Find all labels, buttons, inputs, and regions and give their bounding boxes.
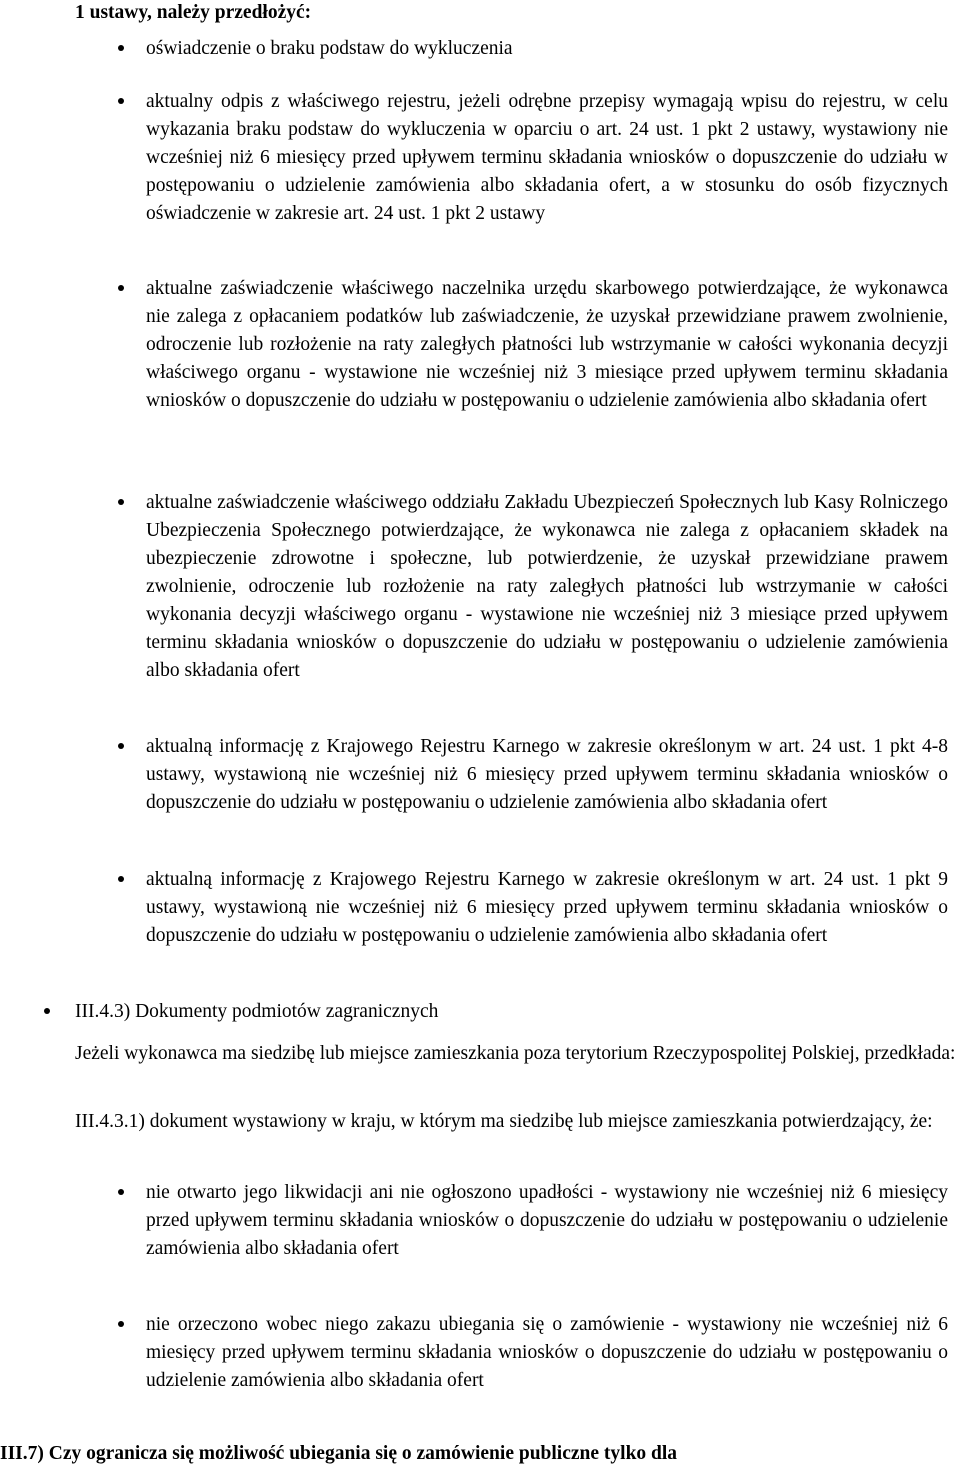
- list-item: aktualne zaświadczenie właściwego naczelnika urzędu skarbowego potwierdzające, że wykonawca nie zalega z opłacaniem podatków lub zaświadczenie, że uzyskał przewidziane prawem zwolnienie, odroczenie lub rozłożenie na raty zaległych płatności lub wstrzymanie w całości wykonania decyzji właściwego organu - wystawione nie wcześniej niż 3 miesiące przed upływem terminu składania wniosków o dopuszczenie do udziału w postępowaniu o udzielenie zamówienia albo składania ofert: [146, 278, 948, 411]
- bullet: [118, 499, 124, 505]
- list-item: aktualną informację z Krajowego Rejestru Karnego w zakresie określonym w art. 24 ust. 1 pkt 9 ustawy, wystawioną nie wcześniej niż 6 miesięcy przed upływem terminu składania wniosków o dopuszczenie do udziału w postępowaniu o udzielenie zamówienia albo składania ofert: [146, 869, 948, 946]
- foreign-sub: III.4.3.1) dokument wystawiony w kraju, w którym ma siedzibę lub miejsce zamieszkania potwierdzający, że:: [75, 1111, 933, 1132]
- list-item: nie otwarto jego likwidacji ani nie ogłoszono upadłości - wystawiony nie wcześniej niż 6 miesięcy przed upływem terminu składania wniosków o dopuszczenie do udziału w postępowaniu o udzielenie zamówienia albo składania ofert: [146, 1182, 948, 1259]
- list-item: nie orzeczono wobec niego zakazu ubiegania się o zamówienie - wystawiony nie wcześniej niż 6 miesięcy przed upływem terminu składania wniosków o dopuszczenie do udziału w postępowaniu o udzielenie zamówienia albo składania ofert: [146, 1314, 948, 1391]
- bullet: [118, 876, 124, 882]
- list-item: aktualną informację z Krajowego Rejestru Karnego w zakresie określonym w art. 24 ust. 1 pkt 4-8 ustawy, wystawioną nie wcześniej niż 6 miesięcy przed upływem terminu składania wniosków o dopuszczenie do udziału w postępowaniu o udzielenie zamówienia albo składania ofert: [146, 736, 948, 813]
- bullet: [118, 1321, 124, 1327]
- heading-bottom: III.7) Czy ogranicza się możliwość ubiegania się o zamówienie publiczne tylko dla: [0, 1443, 678, 1464]
- bullet: [118, 45, 124, 51]
- section-foreign-heading: III.4.3) Dokumenty podmiotów zagranicznych: [75, 1001, 439, 1022]
- bullet: [118, 285, 124, 291]
- list-item: aktualny odpis z właściwego rejestru, jeżeli odrębne przepisy wymagają wpisu do rejestru, w celu wykazania braku podstaw do wykluczenia w oparciu o art. 24 ust. 1 pkt 2 ustawy, wystawiony nie wcześniej niż 6 miesięcy przed upływem terminu składania wniosków o dopuszczenie do udziału w postępowaniu o udzielenie zamówienia albo składania ofert, a w stosunku do osób fizycznych oświadczenie w zakresie art. 24 ust. 1 pkt 2 ustawy: [146, 91, 948, 224]
- bullet: [44, 1008, 50, 1014]
- heading-top: 1 ustawy, należy przedłożyć:: [75, 2, 312, 23]
- list-item: oświadczenie o braku podstaw do wykluczenia: [146, 38, 513, 59]
- list-item: aktualne zaświadczenie właściwego oddziału Zakładu Ubezpieczeń Społecznych lub Kasy Rolniczego Ubezpieczenia Społecznego potwierdzające, że wykonawca nie zalega z opłacaniem składek na ubezpieczenie zdrowotne i społeczne, lub potwierdzenie, że uzyskał przewidziane prawem zwolnienie, odroczenie lub rozłożenie na raty zaległych płatności lub wstrzymanie w całości wykonania decyzji właściwego organu - wystawione nie wcześniej niż 3 miesiące przed upływem terminu składania wniosków o dopuszczenie do udziału w postępowaniu o udzielenie zamówienia albo składania ofert: [146, 492, 948, 681]
- bullet: [118, 98, 124, 104]
- bullet: [118, 1189, 124, 1195]
- foreign-intro: Jeżeli wykonawca ma siedzibę lub miejsce zamieszkania poza terytorium Rzeczypospolitej Polskiej, przedkłada:: [75, 1043, 956, 1064]
- bullet: [118, 743, 124, 749]
